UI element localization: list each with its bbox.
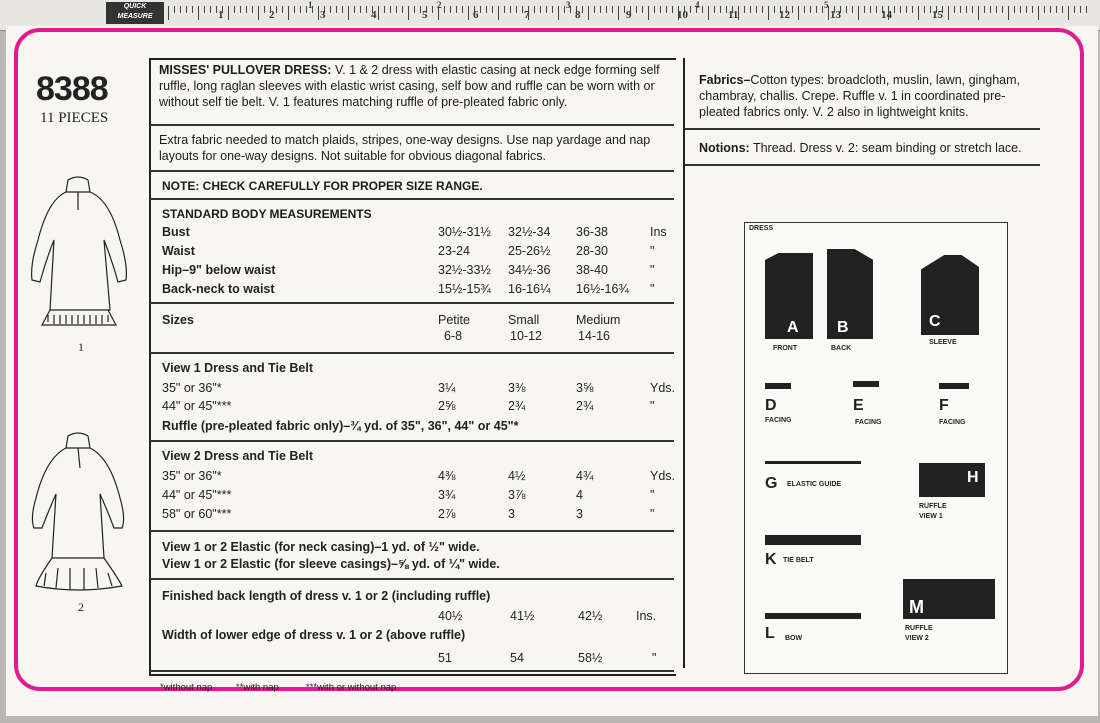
ruler-tick — [864, 6, 865, 13]
ruler-tick — [198, 6, 199, 20]
ruler-tick — [624, 6, 625, 13]
ruler-tick — [816, 6, 817, 13]
meas-row-label: Hip–9" below waist — [162, 263, 276, 277]
footnote-without-nap: *without nap — [160, 682, 213, 693]
ruler-tick — [654, 6, 655, 13]
view1-col-unit: Yds. — [650, 381, 676, 395]
ruler-tick — [954, 6, 955, 13]
ruler-tick — [300, 6, 301, 13]
ruler-tick — [342, 6, 343, 13]
view2-title: View 2 Dress and Tie Belt — [162, 449, 313, 463]
ruler-tick — [1026, 6, 1027, 13]
ruler-tick — [390, 6, 391, 13]
footnote-with-nap: **with nap — [236, 682, 279, 693]
ruler-tick — [756, 6, 757, 13]
piece-l-letter: L — [765, 625, 775, 642]
ruler-tick — [750, 6, 751, 13]
piece-e-label: FACING — [855, 419, 882, 426]
piece-k-letter: K — [765, 551, 777, 568]
rule — [150, 352, 674, 354]
rule — [150, 578, 674, 580]
ruler-tick — [492, 6, 493, 13]
ruler-tick — [402, 6, 403, 13]
ruler-tick — [252, 6, 253, 13]
ruler-cm-number: 4 — [695, 0, 700, 10]
ruler-tick — [468, 6, 469, 20]
piece-l-label: BOW — [785, 635, 803, 642]
view2-row-label: 35" or 36"* — [162, 469, 222, 483]
ruler-tick — [768, 6, 769, 20]
ruler-tick — [558, 6, 559, 20]
ruler-tick — [948, 6, 949, 20]
meas-col-small: 25-26½ — [508, 244, 551, 258]
view1-ruffle: Ruffle (pre-pleated fabric only)–¾ yd. of 35", 36", 44" or 45"* — [162, 419, 519, 433]
meas-row-label: Bust — [162, 225, 190, 239]
meas-col-petite: 23-24 — [438, 244, 470, 258]
ruler-tick — [174, 6, 175, 13]
ruler-tick — [510, 6, 511, 13]
ruler-tick — [720, 6, 721, 13]
rule — [150, 124, 674, 126]
ruler-tick — [234, 6, 235, 13]
ruler-tick — [912, 6, 913, 13]
ruler-tick — [588, 6, 589, 20]
ruler-tick — [966, 6, 967, 13]
piece-d-letter: D — [765, 397, 777, 414]
rule — [685, 164, 1040, 166]
pattern-pieces-count: 11 PIECES — [40, 110, 109, 126]
ruler-tick — [546, 6, 547, 13]
ruler-tick — [822, 6, 823, 13]
ruler-tick — [504, 6, 505, 13]
piece-c-letter: C — [929, 313, 941, 330]
ruler-tick — [486, 6, 487, 13]
ruler-tick — [240, 6, 241, 13]
view1-col-small: 2¾ — [508, 399, 526, 413]
meas-col-small: 34½-36 — [508, 263, 551, 277]
ruler-tick — [960, 6, 961, 13]
piece-h-letter: H — [967, 469, 979, 486]
meas-col-medium: 16½-16¾ — [576, 282, 629, 296]
size-note: NOTE: CHECK CAREFULLY FOR PROPER SIZE RANGE. — [162, 179, 483, 193]
lower-edge-medium: 58½ — [578, 651, 603, 665]
view1-col-medium: 2¾ — [576, 399, 594, 413]
ruler-tick — [870, 6, 871, 13]
view2-dress-sketch — [18, 428, 138, 598]
ruler-tick — [1008, 6, 1009, 20]
ruler-tick — [1038, 6, 1039, 20]
ruler-tick — [462, 6, 463, 13]
piece-e — [853, 381, 879, 387]
ruler-tick — [858, 6, 859, 20]
piece-g-label: ELASTIC GUIDE — [787, 481, 842, 488]
meas-col-unit: Ins — [650, 225, 667, 239]
ruler-tick — [660, 6, 661, 13]
ruler-tick — [672, 6, 673, 13]
extra-fabric-text: Extra fabric needed to match plaids, stripes, one-way designs. Use nap yardage and nap layouts for one-way designs. Not suitable for obvious diagonal fabrics. — [159, 133, 651, 163]
ruler-tick — [744, 6, 745, 13]
piece-a-letter: A — [787, 319, 799, 336]
ruler-tick — [846, 6, 847, 13]
ruler-tick — [360, 6, 361, 13]
ruler-tick — [408, 6, 409, 20]
ruler-tick — [498, 6, 499, 20]
view2-col-unit: Yds. — [650, 469, 676, 483]
piece-l — [765, 613, 861, 619]
rule — [150, 530, 674, 532]
ruler-tick — [348, 6, 349, 20]
ruler-tick — [168, 6, 169, 20]
ruler-tick — [192, 6, 193, 13]
ruler-tick — [996, 6, 997, 13]
piece-d — [765, 383, 791, 389]
ruler-tick — [354, 6, 355, 13]
ruler-tick — [648, 6, 649, 20]
ruler-tick — [702, 6, 703, 13]
ruler-tick — [612, 6, 613, 13]
lower-edge-small: 54 — [510, 651, 524, 665]
lower-edge-width-label: Width of lower edge of dress v. 1 or 2 (above ruffle) — [162, 628, 466, 642]
view1-label: 1 — [78, 340, 84, 354]
ruler-tick — [336, 6, 337, 13]
diagram-title: DRESS — [749, 225, 774, 232]
ruler-tick — [288, 6, 289, 20]
ruler-inch-number: 14 — [881, 9, 892, 21]
ruler-tick — [924, 6, 925, 13]
piece-b-label: BACK — [831, 345, 852, 352]
ruler-tick — [378, 6, 379, 20]
rule — [685, 128, 1040, 130]
view2-col-small: 4½ — [508, 469, 526, 483]
view1-dress-sketch — [18, 170, 138, 350]
view1-col-small: 3⅜ — [508, 381, 526, 395]
meas-col-unit: " — [650, 263, 655, 277]
ruler-tick — [258, 6, 259, 20]
size-petite: Petite — [438, 313, 470, 327]
ruler-label: QUICK MEASURE — [106, 2, 164, 24]
ruler-tick — [396, 6, 397, 13]
meas-col-petite: 15½-15¾ — [438, 282, 491, 296]
ruler-inch-number: 3 — [320, 9, 326, 21]
piece-m-letter: M — [909, 597, 924, 617]
ruler-tick — [432, 6, 433, 13]
view2-col-petite: 2⅞ — [438, 507, 456, 521]
piece-m-label-2: VIEW 2 — [905, 635, 929, 642]
sleeve-elastic: View 1 or 2 Elastic (for sleeve casings)–⅝ yd. of ¼" wide. — [162, 557, 500, 571]
piece-f — [939, 383, 969, 389]
ruler-inch-number: 2 — [269, 9, 275, 21]
meas-col-small: 16-16¼ — [508, 282, 551, 296]
ruler-tick — [516, 6, 517, 13]
size-medium-range: 14-16 — [578, 329, 610, 343]
ruler-tick — [774, 6, 775, 13]
ruler-tick — [264, 6, 265, 13]
ruler-tick — [918, 6, 919, 20]
view1-col-unit: " — [650, 399, 655, 413]
ruler-tick — [990, 6, 991, 13]
piece-f-label: FACING — [939, 419, 966, 426]
ruler-tick — [606, 6, 607, 13]
ruler-tick — [642, 6, 643, 13]
view1-title: View 1 Dress and Tie Belt — [162, 361, 313, 375]
finished-length-small: 41½ — [510, 609, 535, 623]
ruler-tick — [792, 6, 793, 13]
ruler-tick — [1068, 6, 1069, 20]
piece-h-label-2: VIEW 1 — [919, 513, 943, 520]
ruler-tick — [906, 6, 907, 13]
ruler-tick — [450, 6, 451, 13]
ruler-tick — [210, 6, 211, 13]
finished-length-label: Finished back length of dress v. 1 or 2 (including ruffle) — [162, 589, 491, 603]
ruler-tick — [666, 6, 667, 13]
ruler-tick — [810, 6, 811, 13]
finished-length-petite: 40½ — [438, 609, 463, 623]
ruler-tick — [180, 6, 181, 13]
ruler-tick — [420, 6, 421, 13]
view2-col-medium: 3 — [576, 507, 583, 521]
meas-col-medium: 36-38 — [576, 225, 608, 239]
size-small: Small — [508, 313, 540, 327]
lower-edge-unit: " — [652, 651, 657, 665]
ruler-tick — [1056, 6, 1057, 13]
rule — [150, 302, 674, 304]
piece-k-label: TIE BELT — [783, 557, 814, 564]
ruler-tick — [540, 6, 541, 13]
ruler-tick — [204, 6, 205, 13]
ruler-inch-number: 8 — [575, 9, 581, 21]
view2-col-small: 3⅞ — [508, 488, 526, 502]
ruler-tick — [978, 6, 979, 20]
ruler-inch-number: 5 — [422, 9, 428, 21]
ruler-tick — [282, 6, 283, 13]
ruler-tick — [480, 6, 481, 13]
ruler-tick — [1086, 6, 1087, 13]
rule — [150, 170, 674, 172]
size-small-range: 10-12 — [510, 329, 542, 343]
ruler-tick — [1080, 6, 1081, 13]
piece-g — [765, 461, 861, 464]
view1-col-petite: 3¼ — [438, 381, 456, 395]
piece-g-letter: G — [765, 475, 778, 492]
ruler-tick — [1062, 6, 1063, 13]
view1-row-label: 44" or 45"*** — [162, 399, 232, 413]
piece-k — [765, 535, 861, 545]
ruler-tick — [690, 6, 691, 13]
meas-col-petite: 32½-33½ — [438, 263, 491, 277]
rule — [150, 670, 674, 672]
ruler-tick — [366, 6, 367, 13]
finished-length-medium: 42½ — [578, 609, 603, 623]
ruler-tick — [1044, 6, 1045, 13]
ruler-tick — [1002, 6, 1003, 13]
view2-col-small: 3 — [508, 507, 515, 521]
ruler-tick — [900, 6, 901, 13]
ruler-tick — [318, 6, 319, 20]
piece-b-letter: B — [837, 319, 849, 336]
ruler-tick — [1020, 6, 1021, 13]
ruler-tick — [228, 6, 229, 20]
ruler-tick — [414, 6, 415, 13]
measurements-title: STANDARD BODY MEASUREMENTS — [162, 207, 372, 221]
ruler-tick — [600, 6, 601, 13]
sizes-label: Sizes — [162, 313, 194, 327]
ruler-inch-number: 9 — [626, 9, 632, 21]
ruler-tick — [444, 6, 445, 13]
meas-col-unit: " — [650, 282, 655, 296]
view2-col-petite: 3¾ — [438, 488, 456, 502]
ruler-tick — [714, 6, 715, 13]
ruler-tick — [594, 6, 595, 13]
meas-col-small: 32½-34 — [508, 225, 551, 239]
ruler-inch-number: 6 — [473, 9, 479, 21]
notions-text: Notions: Thread. Dress v. 2: seam binding or stretch lace. — [699, 141, 1022, 155]
ruler-tick — [930, 6, 931, 13]
view1-row-label: 35" or 36"* — [162, 381, 222, 395]
size-medium: Medium — [576, 313, 621, 327]
view2-row-label: 58" or 60"*** — [162, 507, 232, 521]
ruler-tick — [876, 6, 877, 13]
ruler-tick — [552, 6, 553, 13]
ruler-inch-number: 10 — [677, 9, 688, 21]
piece-a-label: FRONT — [773, 345, 798, 352]
ruler-tick — [582, 6, 583, 13]
rule — [150, 440, 674, 442]
view2-col-unit: " — [650, 507, 655, 521]
ruler-tick — [636, 6, 637, 13]
ruler-inch-number: 12 — [779, 9, 790, 21]
finished-length-unit: Ins. — [636, 609, 657, 623]
ruler-tick — [186, 6, 187, 13]
ruler-tick — [984, 6, 985, 13]
piece-h-label-1: RUFFLE — [919, 503, 947, 510]
pattern-number: 8388 — [36, 70, 108, 108]
footnote-with-or-without-nap: ***with or without nap — [306, 682, 397, 693]
ruler-cm-number: 1 — [308, 0, 313, 10]
ruler-cm-number: 3 — [566, 0, 571, 10]
view1-col-medium: 3⅝ — [576, 381, 594, 395]
view2-label: 2 — [78, 600, 84, 614]
ruler-inch-number: 4 — [371, 9, 377, 21]
ruler-tick — [564, 6, 565, 13]
ruler-cm-number: 5 — [824, 0, 829, 10]
ruler-tick — [618, 6, 619, 20]
piece-m-label-1: RUFFLE — [905, 625, 933, 632]
size-petite-range: 6-8 — [444, 329, 463, 343]
piece-d-label: FACING — [765, 417, 792, 424]
description-text: MISSES' PULLOVER DRESS: V. 1 & 2 dress with elastic casing at neck edge forming self ruffle, long raglan sleeves with elastic wrist casing, self bow and ruffle can be worn with or without self tie belt. V. 1 features matching ruffle of pre-pleated fabric only. — [159, 63, 660, 109]
fabrics-text: Fabrics–Cotton types: broadcloth, muslin, lawn, gingham, chambray, challis. Crepe. Ruffle v. 1 in coordinated pre-pleated fabrics only. V. 2 also in lightweight knits. — [699, 73, 1021, 119]
piece-b-back — [827, 249, 873, 339]
ruler-tick — [1014, 6, 1015, 13]
ruler-inch-number: 1 — [218, 9, 224, 21]
view2-col-medium: 4¾ — [576, 469, 594, 483]
view1-col-petite: 2⅝ — [438, 399, 456, 413]
meas-row-label: Waist — [162, 244, 195, 258]
meas-col-medium: 28-30 — [576, 244, 608, 258]
ruler-inch-number: 7 — [524, 9, 530, 21]
piece-e-letter: E — [853, 397, 864, 414]
ruler-tick — [384, 6, 385, 13]
ruler-cm-number: 2 — [437, 0, 442, 10]
ruler-inch-number: 11 — [728, 9, 739, 21]
meas-col-petite: 30½-31½ — [438, 225, 491, 239]
meas-row-label: Back-neck to waist — [162, 282, 275, 296]
ruler-tick — [276, 6, 277, 13]
ruler-tick — [708, 6, 709, 20]
meas-col-unit: " — [650, 244, 655, 258]
neck-elastic: View 1 or 2 Elastic (for neck casing)–1 yd. of ½" wide. — [162, 540, 480, 554]
ruler-tick — [894, 6, 895, 13]
ruler-tick — [246, 6, 247, 13]
ruler-tick — [330, 6, 331, 13]
ruler-tick — [726, 6, 727, 13]
rule — [150, 198, 674, 200]
ruler-inch-number: 15 — [932, 9, 943, 21]
meas-col-medium: 38-40 — [576, 263, 608, 277]
ruler-tick — [1050, 6, 1051, 13]
ruler-tick — [798, 6, 799, 20]
ruler-tick — [456, 6, 457, 13]
column-divider — [683, 58, 685, 668]
ruler-tick — [972, 6, 973, 13]
piece-f-letter: F — [939, 397, 949, 414]
ruler-tick — [804, 6, 805, 13]
ruler-tick — [1032, 6, 1033, 13]
ruler-tick — [306, 6, 307, 13]
ruler-inch-number: 13 — [830, 9, 841, 21]
ruler-tick — [1074, 6, 1075, 13]
ruler-tick — [534, 6, 535, 13]
piece-c-label: SLEEVE — [929, 339, 957, 346]
ruler-tick — [294, 6, 295, 13]
ruler-tick — [216, 6, 217, 13]
ruler-tick — [852, 6, 853, 13]
view2-col-petite: 4⅜ — [438, 469, 456, 483]
view2-row-label: 44" or 45"*** — [162, 488, 232, 502]
view2-col-unit: " — [650, 488, 655, 502]
ruler-tick — [762, 6, 763, 13]
view2-col-medium: 4 — [576, 488, 583, 502]
ruler-tick — [522, 6, 523, 13]
pattern-pieces-diagram — [744, 222, 1008, 674]
lower-edge-petite: 51 — [438, 651, 452, 665]
